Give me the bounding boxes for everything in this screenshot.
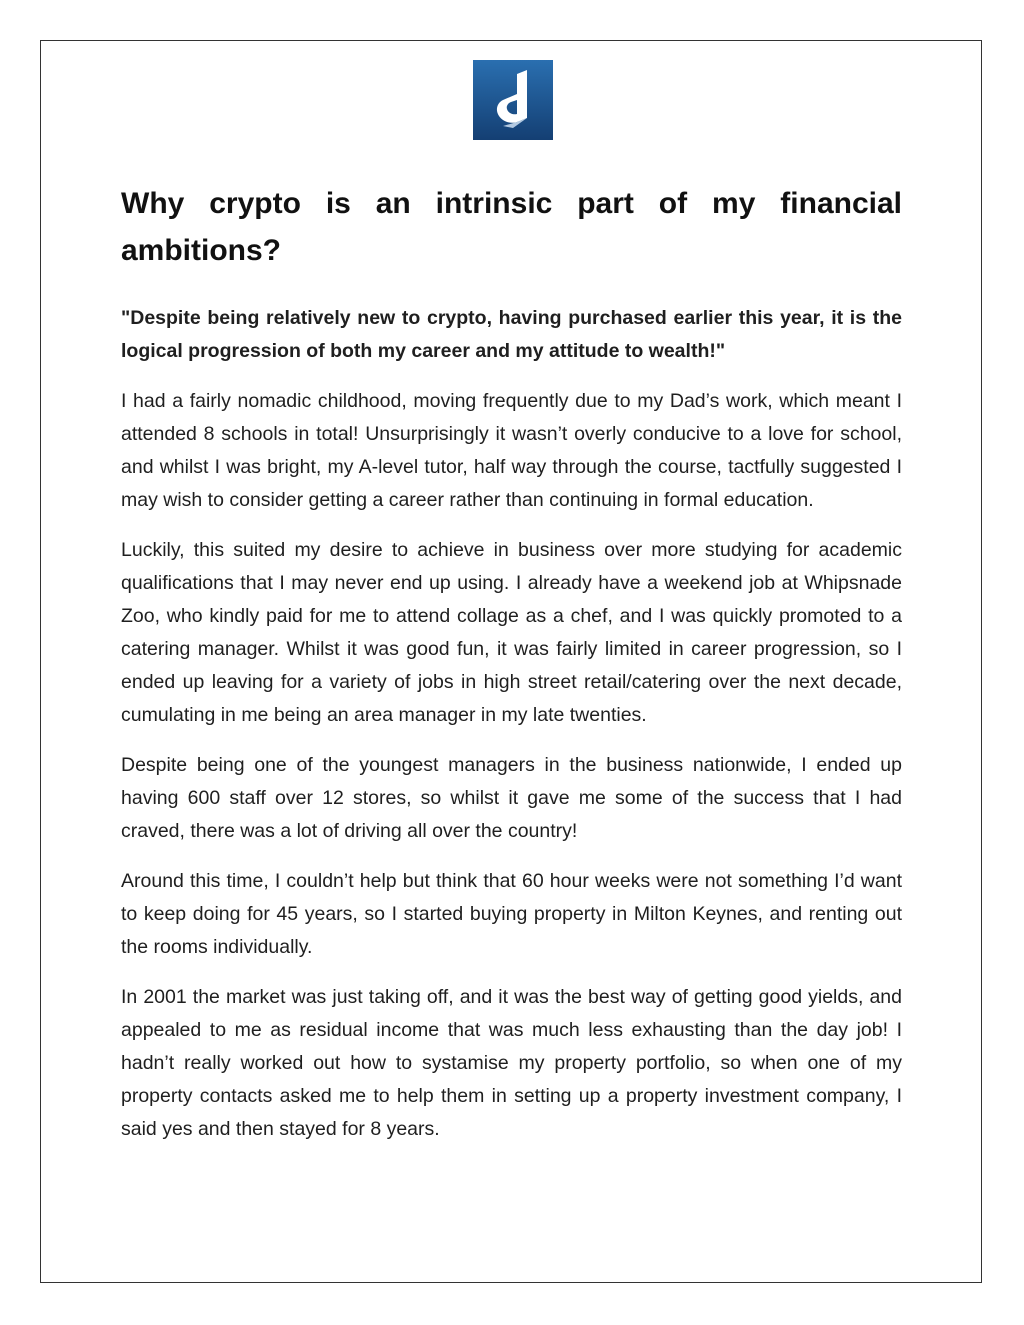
paragraph: In 2001 the market was just taking off, and it was the best way of getting good yields, and appealed to me as residual income that was much less exhausting than the day job! I hadn’t really worked out how to systamise my property portfolio, so when one of my property contacts asked me to help them in setting up a property investment company, I said yes and then stayed for 8 years. [121,986,902,1140]
paragraph: Despite being one of the youngest managers in the business nationwide, I ended up having 600 staff over 12 stores, so whilst it gave me some of the success that I had craved, there was a lot of driving all over the country! [121,754,902,842]
article [121,180,902,1146]
paragraph: Around this time, I couldn’t help but think that 60 hour weeks were not something I’d want to keep doing for 45 years, so I started buying property in Milton Keynes, and renting out the rooms individually. [121,870,902,958]
paragraph: I had a fairly nomadic childhood, moving frequently due to my Dad’s work, which meant I attended 8 schools in total! Unsurprisingly it wasn’t overly conducive to a love for school, and whilst I was bright, my A-level tutor, half way through the course, tactfully suggested I may wish to consider getting a career rather than continuing in formal education. [121,390,902,511]
pull-quote: "Despite being relatively new to crypto, having purchased earlier this year, it is the logical progression of both my career and my attitude to wealth!" [121,307,902,362]
article-title: Why crypto is an intrinsic part of my financial ambitions? [121,187,902,267]
paragraph: Luckily, this suited my desire to achieve in business over more studying for academic qualifications that I may never end up using. I already have a weekend job at Whipsnade Zoo, who kindly paid for me to attend collage as a chef, and I was quickly promoted to a catering manager. Whilst it was good fun, it was fairly limited in career progression, so I ended up leaving for a variety of jobs in high street retail/catering over the next decade, cumulating in me being an area manager in my late twenties. [121,539,902,726]
d-logo-icon [473,60,553,140]
